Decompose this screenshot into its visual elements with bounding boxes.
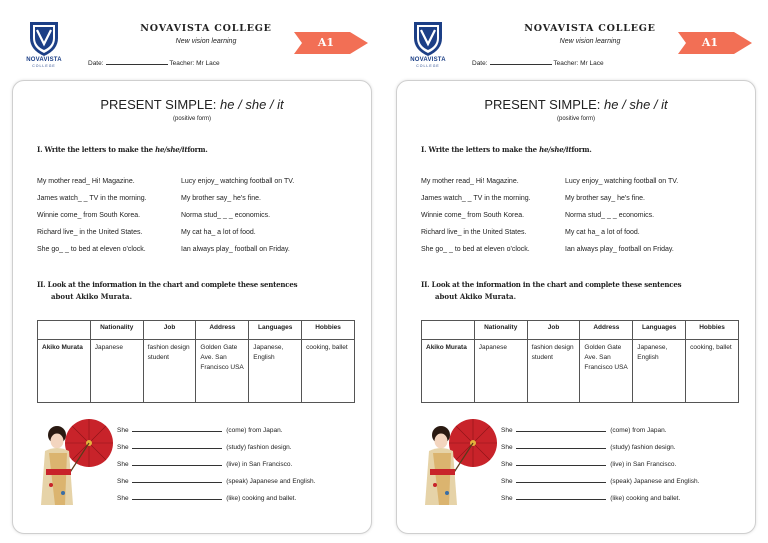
college-tagline: New vision learning bbox=[175, 38, 237, 45]
instruction-two-line2: about Akiko Murata. bbox=[435, 292, 517, 301]
date-teacher-line bbox=[472, 58, 604, 67]
answer-blank[interactable] bbox=[516, 459, 606, 466]
table-header: Hobbies bbox=[686, 321, 739, 340]
fill-subject: She bbox=[117, 478, 129, 485]
sentence-right-4: My cat ha_ a lot of food. bbox=[181, 229, 256, 236]
fill-sentence-3 bbox=[117, 459, 292, 468]
worksheet-title bbox=[397, 97, 755, 112]
worksheet-subtitle: (positive form) bbox=[172, 116, 211, 122]
worksheet-title bbox=[13, 97, 371, 112]
answer-blank[interactable] bbox=[132, 493, 222, 500]
date-teacher-line bbox=[88, 58, 220, 67]
fill-sentence-4 bbox=[501, 476, 699, 485]
sentence-left-1: My mother read_ Hi! Magazine. bbox=[37, 178, 135, 185]
fill-subject: She bbox=[117, 461, 129, 468]
fill-sentence-1 bbox=[117, 425, 283, 434]
fill-verb-hint: (live) in San Francisco. bbox=[226, 461, 293, 468]
college-tagline: New vision learning bbox=[559, 38, 621, 45]
table-cell: cooking, ballet bbox=[302, 340, 355, 403]
title-main: PRESENT SIMPLE: bbox=[100, 97, 217, 112]
sentence-right-5: Ian always play_ football on Friday. bbox=[181, 246, 290, 253]
instruction-one bbox=[421, 145, 592, 154]
level-badge bbox=[678, 32, 752, 54]
fill-subject: She bbox=[501, 495, 513, 502]
table-cell: Japanese, English bbox=[633, 340, 686, 403]
table-header: Nationality bbox=[90, 321, 143, 340]
college-name: NOVAVISTA COLLEGE bbox=[524, 23, 656, 34]
sentence-right-1: Lucy enjoy_ watching football on TV. bbox=[565, 178, 679, 185]
fill-verb-hint: (live) in San Francisco. bbox=[610, 461, 677, 468]
sentence-right-2: My brother say_ he's fine. bbox=[181, 195, 261, 202]
answer-blank[interactable] bbox=[516, 493, 606, 500]
sentence-left-2: James watch_ _ TV in the morning. bbox=[37, 195, 147, 202]
college-logo bbox=[406, 20, 450, 70]
instruction-one-end: form. bbox=[187, 145, 208, 154]
title-main: PRESENT SIMPLE: bbox=[484, 97, 601, 112]
fill-sentence-4 bbox=[117, 476, 315, 485]
teacher-label: Teacher: Mr Lace bbox=[553, 60, 604, 67]
fill-subject: She bbox=[501, 461, 513, 468]
fill-sentence-2 bbox=[117, 442, 292, 451]
worksheet-page-left bbox=[6, 0, 378, 543]
fill-sentence-1 bbox=[501, 425, 667, 434]
table-cell: Golden Gate Ave. San Francisco USA bbox=[196, 340, 249, 403]
fill-verb-hint: (study) fashion design. bbox=[610, 444, 676, 451]
table-header: Job bbox=[143, 321, 196, 340]
kimono-girl-illustration bbox=[37, 419, 115, 505]
level-text: A1 bbox=[317, 36, 335, 49]
level-badge bbox=[294, 32, 368, 54]
sentence-left-3: Winnie come_ from South Korea. bbox=[37, 212, 141, 219]
table-cell: cooking, ballet bbox=[686, 340, 739, 403]
fill-sentence-5 bbox=[117, 493, 296, 502]
table-header-row bbox=[38, 321, 355, 340]
sentence-right-1: Lucy enjoy_ watching football on TV. bbox=[181, 178, 295, 185]
answer-blank[interactable] bbox=[132, 476, 222, 483]
instruction-one-italic: he/she/it bbox=[539, 145, 572, 154]
college-logo bbox=[22, 20, 66, 70]
answer-blank[interactable] bbox=[132, 459, 222, 466]
sentence-left-5: She go_ _ to bed at eleven o'clock. bbox=[37, 246, 146, 253]
sentence-left-5: She go_ _ to bed at eleven o'clock. bbox=[421, 246, 530, 253]
answer-blank[interactable] bbox=[132, 442, 222, 449]
teacher-label: Teacher: Mr Lace bbox=[169, 60, 220, 67]
info-table bbox=[421, 320, 739, 403]
table-header: Nationality bbox=[474, 321, 527, 340]
instruction-one bbox=[37, 145, 208, 154]
table-row bbox=[38, 340, 355, 403]
worksheet-page-right bbox=[390, 0, 762, 543]
date-blank bbox=[106, 58, 168, 65]
sentence-left-2: James watch_ _ TV in the morning. bbox=[421, 195, 531, 202]
logo-subtext: COLLEGE bbox=[416, 64, 440, 68]
fill-subject: She bbox=[501, 444, 513, 451]
title-italic: he / she / it bbox=[220, 97, 284, 112]
kimono-girl-illustration bbox=[421, 419, 499, 505]
shield-logo-icon bbox=[22, 20, 66, 58]
table-header: Languages bbox=[633, 321, 686, 340]
fill-verb-hint: (study) fashion design. bbox=[226, 444, 292, 451]
info-table bbox=[37, 320, 355, 403]
table-cell-name: Akiko Murata bbox=[38, 340, 91, 403]
fill-subject: She bbox=[117, 444, 129, 451]
table-header bbox=[422, 321, 475, 340]
table-cell: fashion design student bbox=[143, 340, 196, 403]
fill-verb-hint: (like) cooking and ballet. bbox=[610, 495, 681, 502]
table-cell: Golden Gate Ave. San Francisco USA bbox=[580, 340, 633, 403]
title-italic: he / she / it bbox=[604, 97, 668, 112]
instruction-one-end: form. bbox=[571, 145, 592, 154]
table-cell-name: Akiko Murata bbox=[422, 340, 475, 403]
fill-verb-hint: (come) from Japan. bbox=[610, 427, 667, 434]
instruction-one-italic: he/she/it bbox=[155, 145, 188, 154]
worksheet-subtitle: (positive form) bbox=[556, 116, 595, 122]
fill-subject: She bbox=[501, 427, 513, 434]
instruction-one-text: I. Write the letters to make the bbox=[37, 145, 153, 154]
sentence-right-2: My brother say_ he's fine. bbox=[565, 195, 645, 202]
shield-logo-icon bbox=[406, 20, 450, 58]
sentence-left-4: Richard live_ in the United States. bbox=[37, 229, 143, 236]
answer-blank[interactable] bbox=[516, 425, 606, 432]
worksheet-card bbox=[396, 80, 756, 534]
table-cell: Japanese bbox=[474, 340, 527, 403]
fill-verb-hint: (speak) Japanese and English. bbox=[610, 478, 700, 485]
logo-text: NOVAVISTA bbox=[26, 57, 62, 63]
level-text: A1 bbox=[701, 36, 719, 49]
sentence-right-3: Norma stud_ _ _ economics. bbox=[565, 212, 655, 219]
table-header-row bbox=[422, 321, 739, 340]
fill-subject: She bbox=[117, 427, 129, 434]
sentence-left-1: My mother read_ Hi! Magazine. bbox=[421, 178, 519, 185]
fill-sentence-5 bbox=[501, 493, 680, 502]
table-cell: Japanese bbox=[90, 340, 143, 403]
college-name: NOVAVISTA COLLEGE bbox=[140, 23, 272, 34]
table-header bbox=[38, 321, 91, 340]
table-header: Hobbies bbox=[302, 321, 355, 340]
sentence-left-3: Winnie come_ from South Korea. bbox=[421, 212, 525, 219]
table-cell: Japanese, English bbox=[249, 340, 302, 403]
table-header: Languages bbox=[249, 321, 302, 340]
instruction-two-line2: about Akiko Murata. bbox=[51, 292, 133, 301]
answer-blank[interactable] bbox=[516, 476, 606, 483]
instruction-two: II. Look at the information in the chart and complete these sentences bbox=[37, 280, 298, 289]
date-label: Date: bbox=[88, 60, 104, 67]
fill-sentence-3 bbox=[501, 459, 676, 468]
sentence-left-4: Richard live_ in the United States. bbox=[421, 229, 527, 236]
worksheet-card bbox=[12, 80, 372, 534]
date-blank bbox=[490, 58, 552, 65]
instruction-two: II. Look at the information in the chart and complete these sentences bbox=[421, 280, 682, 289]
table-cell: fashion design student bbox=[527, 340, 580, 403]
instruction-one-text: I. Write the letters to make the bbox=[421, 145, 537, 154]
fill-verb-hint: (come) from Japan. bbox=[226, 427, 283, 434]
table-header: Address bbox=[580, 321, 633, 340]
sentence-right-4: My cat ha_ a lot of food. bbox=[565, 229, 640, 236]
sentence-right-5: Ian always play_ football on Friday. bbox=[565, 246, 674, 253]
fill-verb-hint: (speak) Japanese and English. bbox=[226, 478, 316, 485]
answer-blank[interactable] bbox=[132, 425, 222, 432]
answer-blank[interactable] bbox=[516, 442, 606, 449]
fill-verb-hint: (like) cooking and ballet. bbox=[226, 495, 297, 502]
table-header: Address bbox=[196, 321, 249, 340]
date-label: Date: bbox=[472, 60, 488, 67]
logo-subtext: COLLEGE bbox=[32, 64, 56, 68]
fill-sentence-2 bbox=[501, 442, 676, 451]
sentence-right-3: Norma stud_ _ _ economics. bbox=[181, 212, 271, 219]
table-header: Job bbox=[527, 321, 580, 340]
fill-subject: She bbox=[117, 495, 129, 502]
table-row bbox=[422, 340, 739, 403]
logo-text: NOVAVISTA bbox=[410, 57, 446, 63]
fill-subject: She bbox=[501, 478, 513, 485]
